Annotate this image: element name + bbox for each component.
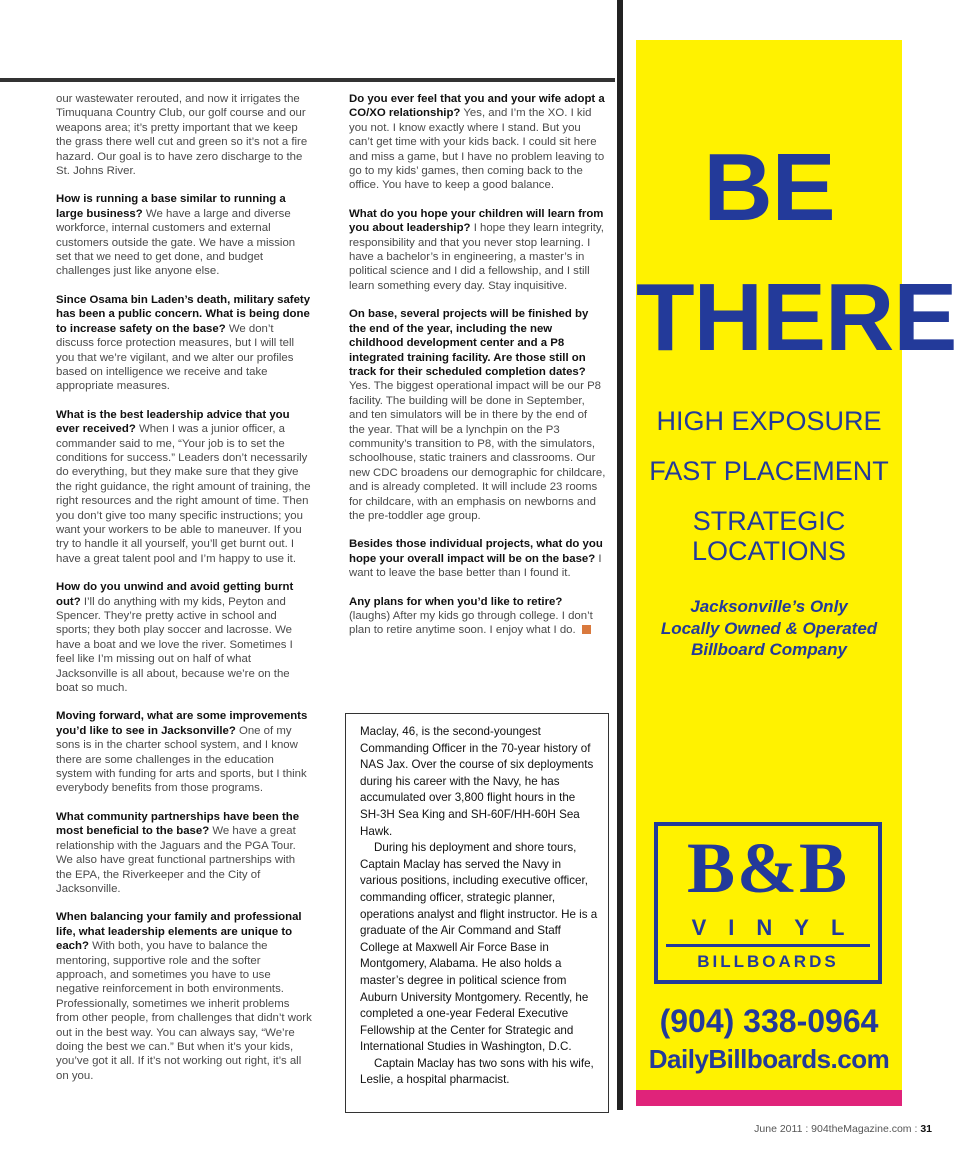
header-rule [0,78,615,82]
qa-paragraph: When balancing your family and professional life, what leadership elements are unique to each? With both, you have to balance the mentoring, supportive role and the softer approach, and sometimes you have to use negative reinforcement in both environments. Professionally, sometimes we inherit problems from other people, from challenges that didn’t work out in the best way. You can always say, “We’re doing the best we can.” But when it’s your kids, you’ve got it all. If it’s not working out right, it’s all on you. [56,911,312,1082]
qa-paragraph: Do you ever feel that you and your wife adopt a CO/XO relationship? Yes, and I’m the XO. I kid you not. I know exactly where I stand. But you can’t get time with your kids back. I could sit here and miss a game, but I have no problem leaving to go to my kids’ games, then coming back to the office. You have to keep a good balance. [349,93,605,192]
ad-feature: HIGH EXPOSURE [656,406,882,436]
ad-feature: FAST PLACEMENT [649,456,889,486]
qa-paragraph: Any plans for when you’d like to retire? (laughs) After my kids go through college. I don’t plan to retire anytime soon. I enjoy what I do. [349,595,593,637]
ad-website-link[interactable]: DailyBillboards.com [648,1044,890,1074]
qa-paragraph: What is the best leadership advice that you ever received? When I was a junior officer, a commander said to me, “Your job is to set the conditions for success.” Leaders don’t necessarily do everything, but they make sure that they give the right guidance, the right amount of training, the right resources and the right amount of time. Then you don’t give too many specific instructions; you want your workers to be able to maneuver. If you try to handle it all yourself, you’ll get burnt out. I have a great talent pool and I’m happy to use it. [56,408,311,565]
article-column-1 [56,92,313,1097]
column-divider [617,0,623,1110]
ad-tagline: Jacksonville’s Only Locally Owned & Operated Billboard Company [660,597,878,659]
qa-paragraph: What do you hope your children will learn from you about leadership? I hope they learn integrity, responsibility and that you never stop learning. I have a bachelor’s in engineering, a master’s in political science and I did a fellowship, and I still learn something every day. Stay inquisitive. [349,207,604,292]
ad-headline-be: BE [703,134,835,241]
qa-paragraph: How is running a base similar to running a large business? We have a large and diverse workforce, internal customers and external customers outside the gate. We have a mission set that we need to get done, and budget challenges just like anyone else. [56,193,296,278]
logo-divider [666,944,870,947]
qa-paragraph: Since Osama bin Laden’s death, military safety has been a public concern. What is being done to increase safety on the base? We don’t discuss force protection measures, but I will tell you that we’re vigilant, and we alter our profiles based on intelligence we receive and take appropriate measures. [56,293,311,393]
logo-main-text: B&B [686,828,850,908]
bio-paragraph: Maclay, 46, is the second-youngest Commanding Officer in the 70-year history of NAS Jax. Over the course of six deployments during his career with the Navy, he has accumulated over 3,800 flight hours in the SH-3H Sea King and SH-60F/HH-60H Sea Hawk. [360,725,594,838]
qa-paragraph: Moving forward, what are some improvements you’d like to see in Jacksonville? One of my sons is in the charter school system, and I know there are some challenges in the education system with funding for arts and sports, but I think everybody benefits from those programs. [56,710,308,795]
bio-paragraph: Captain Maclay has two sons with his wife, Leslie, a hospital pharmacist. [360,1056,594,1087]
article-column-2 [349,92,606,652]
qa-paragraph: Besides those individual projects, what do you hope your overall impact will be on the base? I want to leave the base better than I found it. [349,538,603,580]
ad-bottom-stripe [636,1090,902,1106]
billboard-ad[interactable] [636,40,957,1106]
bio-box [345,713,609,1113]
bio-paragraph: During his deployment and shore tours, Captain Maclay has served the Navy in various positions, including executive officer, commanding officer, strategic planner, operations analyst and flight instructor. He is a graduate of the Air Command and Staff College at Maxwell Air Force Base in Montgomery, Alabama. He also holds a master’s degree in political science from Auburn University Montgomery. Recently, he completed a one-year Federal Executive Fellowship at the Center for Strategic and International Studies in Washington, D.C. [360,841,598,1054]
qa-paragraph: our wastewater rerouted, and now it irrigates the Timuquana Country Club, our golf course and our weapons area; it’s pretty important that we keep the grass there well cut and green so it’s not a fire hazard. Our goal is to have zero discharge to the St. Johns River. [56,93,308,178]
ad-headline-there: THERE [636,264,957,371]
page-number: 31 [920,1123,932,1135]
page-footer: June 2011 : 904theMagazine.com : 31 [754,1123,932,1135]
bb-vinyl-logo [654,822,882,984]
qa-paragraph: How do you unwind and avoid getting burnt out? I’ll do anything with my kids, Peyton and Spencer. They’re pretty active in school and sports; they both play soccer and lacrosse. We have a boat and we love the river. Sometimes I feel like I’m missing out on half of what Jacksonville is all about, because we’re on the boat so much. [56,581,294,695]
ad-phone[interactable]: (904) 338-0964 [659,1003,879,1039]
logo-vinyl-text: VINYL [691,915,867,940]
end-mark-icon [582,625,591,634]
ad-feature: STRATEGIC LOCATIONS [691,506,847,566]
qa-paragraph: What community partnerships have been the most beneficial to the base? We have a great relationship with the Jaguars and the PGA Tour. We also have great functional partnerships with the EPA, the Riverkeeper and the City of Jacksonville. [56,810,300,895]
qa-paragraph: On base, several projects will be finished by the end of the year, including the new childhood development center and a P8 integrated training facility. Are those still on track for their scheduled completion dates? Yes. The biggest operational impact will be our P8 facility. The building will be done in September, and ten simulators will be in there by the end of the year. That will be a lynchpin on the P3 community’s transition to P8, with the simulators, schoolhouse, static trainers and classrooms. Our new CDC broadens our demographic for childcare, and is already completed. It will include 23 rooms for childcare, with an emphasis on newborns and the pre-toddler age group. [349,308,606,522]
logo-billboards-text: BILLBOARDS [697,952,839,971]
